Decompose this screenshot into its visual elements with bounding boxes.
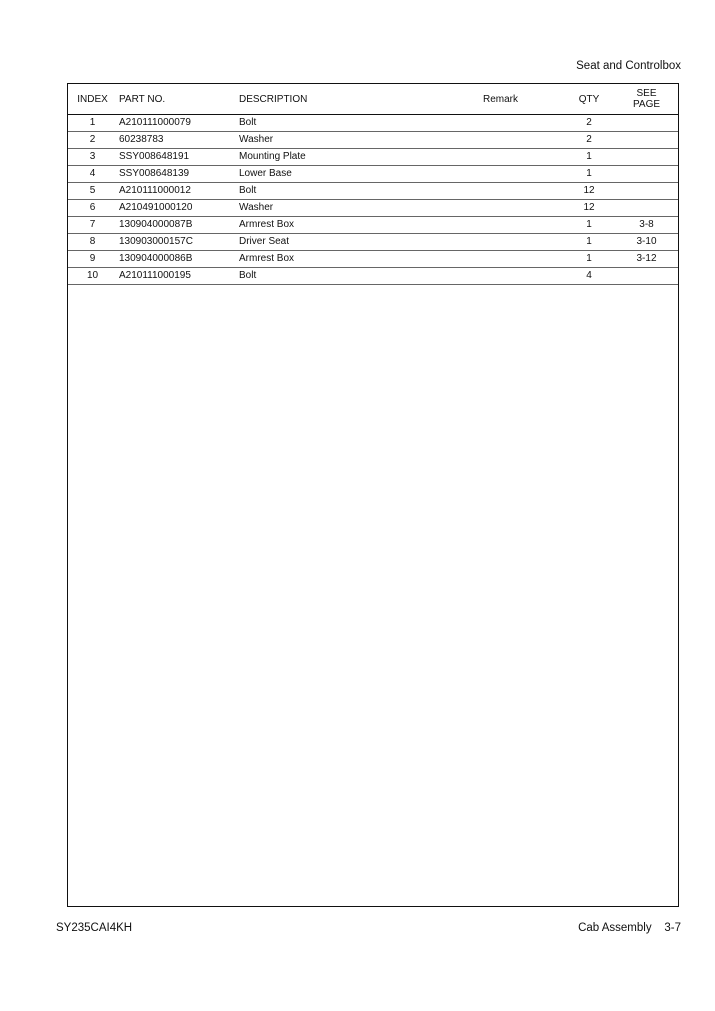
cell-index: 3 — [68, 149, 117, 166]
cell-description: Bolt — [239, 183, 483, 200]
table-row — [68, 166, 678, 183]
cell-description: Mounting Plate — [239, 149, 483, 166]
column-header-qty: QTY — [563, 84, 615, 115]
cell-description: Driver Seat — [239, 234, 483, 251]
cell-description: Bolt — [239, 268, 483, 285]
table-row — [68, 149, 678, 166]
table-row — [68, 217, 678, 234]
footer-chapter: Cab Assembly — [578, 922, 652, 934]
cell-index: 6 — [68, 200, 117, 217]
cell-remark — [483, 234, 563, 251]
cell-part-no: A210111000012 — [117, 183, 239, 200]
cell-qty: 2 — [563, 115, 615, 132]
cell-description: Lower Base — [239, 166, 483, 183]
cell-qty: 12 — [563, 200, 615, 217]
cell-qty: 1 — [563, 217, 615, 234]
cell-qty: 1 — [563, 251, 615, 268]
table-row — [68, 234, 678, 251]
cell-see-page: 3-8 — [615, 217, 678, 234]
cell-index: 10 — [68, 268, 117, 285]
cell-remark — [483, 200, 563, 217]
table-row — [68, 268, 678, 285]
parts-table-body — [68, 115, 678, 285]
table-row — [68, 251, 678, 268]
cell-description: Washer — [239, 200, 483, 217]
cell-part-no: 130903000157C — [117, 234, 239, 251]
cell-part-no: SSY008648139 — [117, 166, 239, 183]
table-row — [68, 132, 678, 149]
cell-description: Bolt — [239, 115, 483, 132]
cell-see-page — [615, 268, 678, 285]
cell-part-no: 60238783 — [117, 132, 239, 149]
cell-description: Armrest Box — [239, 251, 483, 268]
cell-index: 7 — [68, 217, 117, 234]
cell-see-page — [615, 115, 678, 132]
cell-see-page: 3-10 — [615, 234, 678, 251]
cell-qty: 1 — [563, 166, 615, 183]
cell-qty: 1 — [563, 234, 615, 251]
cell-see-page — [615, 183, 678, 200]
cell-description: Armrest Box — [239, 217, 483, 234]
cell-remark — [483, 183, 563, 200]
cell-qty: 2 — [563, 132, 615, 149]
cell-qty: 1 — [563, 149, 615, 166]
see-page-header-text: SEE PAGE — [632, 88, 661, 110]
cell-index: 9 — [68, 251, 117, 268]
cell-see-page — [615, 132, 678, 149]
table-row — [68, 115, 678, 132]
cell-part-no: A210491000120 — [117, 200, 239, 217]
cell-part-no: SSY008648191 — [117, 149, 239, 166]
cell-index: 8 — [68, 234, 117, 251]
cell-index: 4 — [68, 166, 117, 183]
cell-qty: 12 — [563, 183, 615, 200]
cell-index: 2 — [68, 132, 117, 149]
table-row — [68, 200, 678, 217]
column-header-remark: Remark — [483, 84, 563, 115]
cell-part-no: 130904000087B — [117, 217, 239, 234]
cell-description: Washer — [239, 132, 483, 149]
cell-see-page — [615, 166, 678, 183]
table-header-row — [68, 84, 678, 115]
cell-see-page — [615, 149, 678, 166]
column-header-see-page — [615, 84, 678, 115]
cell-remark — [483, 132, 563, 149]
cell-part-no: A210111000195 — [117, 268, 239, 285]
section-title: Seat and Controlbox — [576, 60, 681, 72]
cell-remark — [483, 149, 563, 166]
parts-table — [68, 84, 678, 285]
footer-page-number: 3-7 — [664, 922, 681, 934]
column-header-description: DESCRIPTION — [239, 84, 483, 115]
footer-model: SY235CAI4KH — [56, 922, 133, 934]
cell-index: 5 — [68, 183, 117, 200]
cell-see-page — [615, 200, 678, 217]
cell-see-page: 3-12 — [615, 251, 678, 268]
cell-remark — [483, 115, 563, 132]
parts-list-frame — [67, 83, 679, 907]
footer-page-ref — [578, 922, 681, 934]
table-row — [68, 183, 678, 200]
cell-part-no: A210111000079 — [117, 115, 239, 132]
column-header-part-no: PART NO. — [117, 84, 239, 115]
cell-index: 1 — [68, 115, 117, 132]
cell-remark — [483, 217, 563, 234]
cell-part-no: 130904000086B — [117, 251, 239, 268]
cell-remark — [483, 268, 563, 285]
cell-remark — [483, 166, 563, 183]
cell-remark — [483, 251, 563, 268]
column-header-index: INDEX — [68, 84, 117, 115]
cell-qty: 4 — [563, 268, 615, 285]
